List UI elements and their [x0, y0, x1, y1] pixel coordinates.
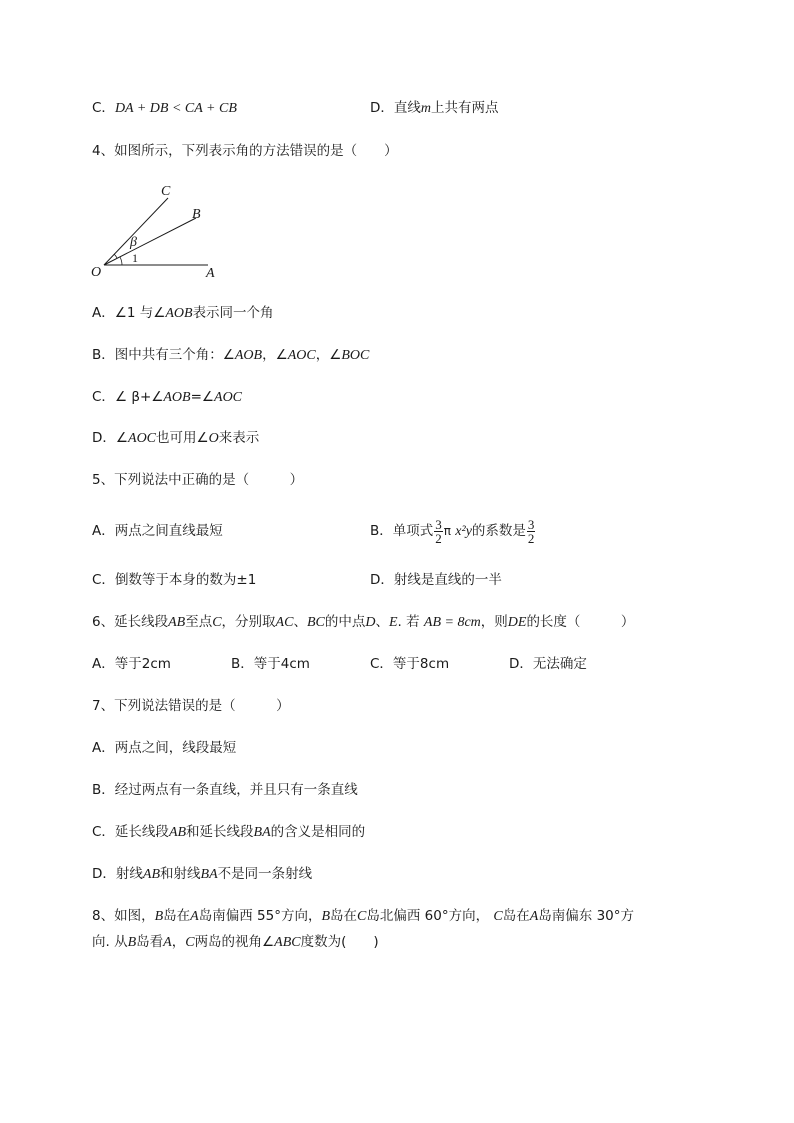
q4-option-b: B．图中共有三个角：∠AOB，∠AOC，∠BOC	[92, 347, 370, 363]
q6-option-b: B．等于4cm	[231, 656, 310, 672]
q6-option-d: D．无法确定	[509, 656, 587, 672]
q3-option-d: D．直线m上共有两点	[370, 100, 499, 116]
q4-stem: 4、如图所示，下列表示角的方法错误的是（ ）	[92, 143, 398, 159]
ray-ob	[104, 218, 196, 265]
q7-option-b: B．经过两点有一条直线，并且只有一条直线	[92, 782, 358, 798]
label-o: O	[91, 265, 102, 280]
q5-option-d: D．射线是直线的一半	[370, 572, 502, 588]
angle-arc-beta	[114, 254, 117, 258]
q7-option-c: C．延长线段AB和延长线段BA的含义是相同的	[92, 824, 366, 840]
fraction-answer: $\frac{3}{2}$	[527, 516, 535, 546]
q4-option-c: C．∠ β+∠AOB=∠AOC	[92, 389, 243, 405]
label-a: A	[206, 266, 215, 280]
q5-option-c: C．倒数等于本身的数为±1	[92, 572, 257, 588]
angle-figure	[88, 180, 228, 284]
fraction-coefficient: $\frac{3}{2}$	[435, 516, 442, 546]
q5-option-b: B．单项式 $\frac{3}{2}$ π x²y的系数是 $\frac{3}{2}$	[370, 516, 535, 546]
label-b: B	[192, 207, 201, 222]
angle-arc-1	[120, 257, 122, 265]
q4-option-d: D．∠AOC也可用∠O来表示	[92, 430, 260, 446]
label-c: C	[161, 184, 171, 199]
q6-stem: 6、延长线段AB至点C，分别取AC、BC的中点D、E. 若 AB = 8cm，则DE的长度（ ）	[92, 614, 635, 630]
q6-option-c: C．等于8cm	[370, 656, 450, 672]
label-one: 1	[132, 251, 138, 265]
q5-stem: 5、下列说法中正确的是（ ）	[92, 472, 304, 488]
q7-stem: 7、下列说法错误的是（ ）	[92, 698, 290, 714]
q7-option-d: D．射线AB和射线BA不是同一条射线	[92, 866, 313, 882]
q8-stem-line2: 向. 从B岛看A，C两岛的视角∠ABC度数为( )	[92, 934, 379, 950]
q3-option-c-math: DA + DB < CA + CB	[114, 101, 237, 116]
label-beta: β	[130, 235, 137, 250]
q4-option-a: A．∠1 与∠AOB表示同一个角	[92, 305, 274, 321]
q5-option-a: A．两点之间直线最短	[92, 523, 223, 539]
q6-option-a: A．等于2cm	[92, 656, 171, 672]
q8-stem-line1: 8、如图，B岛在A岛南偏西 55°方向，B岛在C岛北偏西 60°方向， C岛在A岛南偏东 30°方	[92, 908, 635, 924]
q3-option-c: C．DA + DB < CA + CB	[92, 100, 237, 116]
q7-option-a: A．两点之间，线段最短	[92, 740, 237, 756]
